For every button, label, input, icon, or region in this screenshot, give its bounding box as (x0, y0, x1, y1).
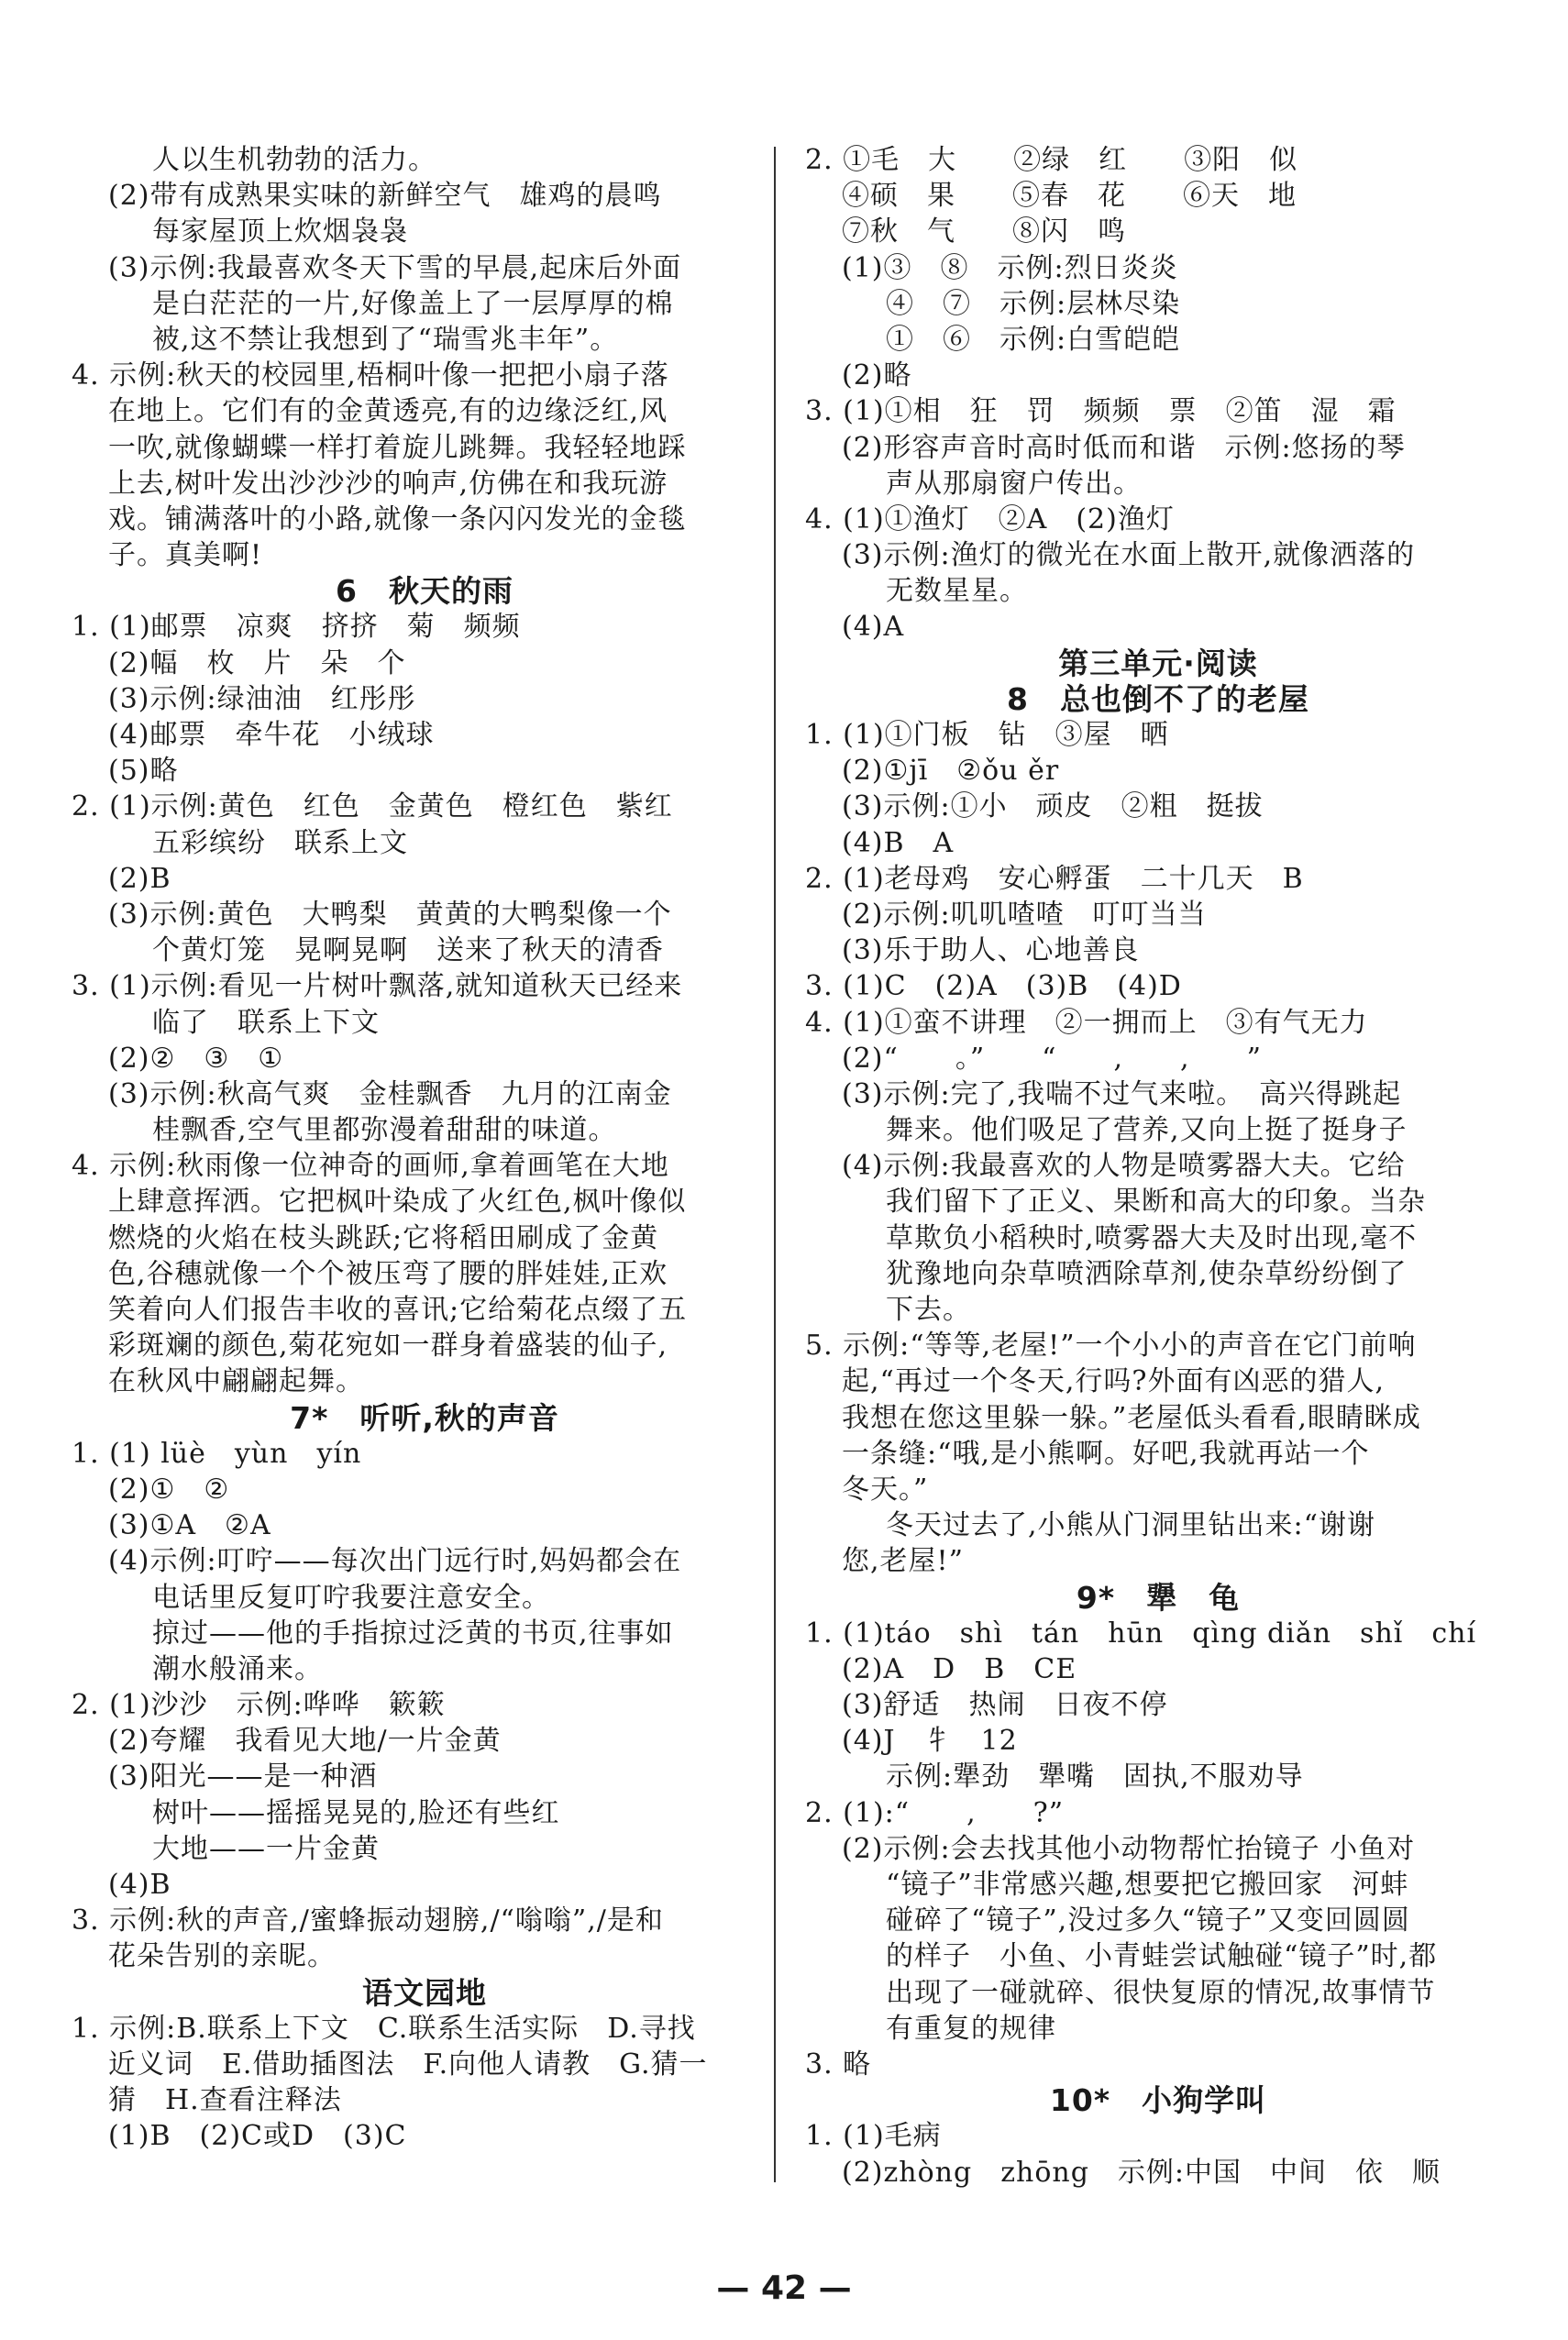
answer-line: (1)③ ⑧ 示例:烈日炎炎 (842, 251, 1178, 284)
answer-line: 电话里反复叮咛我要注意安全。 (152, 1581, 550, 1614)
answer-line: 近义词 E.借助插图法 F.向他人请教 G.猜一 (108, 2048, 708, 2081)
answer-line: 2. ①毛 大 ②绿 红 ③阳 似 (805, 144, 1298, 176)
answer-line: 有重复的规律 (886, 2012, 1056, 2045)
answer-line: 1. 示例:B.联系上下文 C.联系生活实际 D.寻找 (72, 2012, 696, 2045)
answer-line: 人以生机勃勃的活力。 (152, 144, 436, 176)
answer-line: 3. (1)C (2)A (3)B (4)D (805, 970, 1182, 1003)
answer-line: 1. (1) lüè yùn yín (72, 1437, 362, 1470)
answer-line: 潮水般涌来。 (152, 1652, 323, 1685)
answer-line: 3. 略 (805, 2048, 872, 2081)
answer-line: (3)舒适 热闹 日夜不停 (842, 1689, 1168, 1722)
answer-line: 个黄灯笼 晃啊晃啊 送来了秋天的清香 (152, 934, 664, 967)
section-heading: 10* 小狗学叫 (1049, 2082, 1267, 2119)
answer-line: 无数星星。 (886, 575, 1028, 608)
answer-line: (2)② ③ ① (108, 1042, 284, 1075)
answer-line: 4. (1)①蛮不讲理 ②一拥而上 ③有气无力 (805, 1006, 1368, 1039)
column-divider (774, 147, 776, 2182)
answer-line: 1. (1)毛病 (805, 2120, 942, 2153)
answer-line: (3)示例:黄色 大鸭梨 黄黄的大鸭梨像一个 (108, 898, 672, 931)
answer-line: (4)J 牜 12 (842, 1725, 1018, 1758)
answer-line: ⑦秋 气 ⑧闪 鸣 (842, 215, 1126, 248)
answer-line: 一吹,就像蝴蝶一样打着旋儿跳舞。我轻轻地踩 (108, 431, 687, 464)
answer-line: 4. 示例:秋雨像一位神奇的画师,拿着画笔在大地 (72, 1150, 669, 1183)
answer-line: 3. (1)示例:看见一片树叶飘落,就知道秋天已经来 (72, 970, 683, 1003)
answer-line: 大地——一片金黄 (152, 1832, 380, 1865)
answer-line: 冬天。” (842, 1473, 929, 1506)
answer-line: (3)示例:完了,我喘不过气来啦。 高兴得跳起 (842, 1077, 1402, 1110)
answer-line: 五彩缤纷 联系上文 (152, 826, 408, 859)
answer-line: “镜子”非常感兴趣,想要把它搬回家 河蚌 (886, 1869, 1409, 1901)
right-column (805, 142, 1511, 2191)
answer-line: (5)略 (108, 755, 179, 788)
page-number: — 42 — (716, 2269, 852, 2307)
answer-line: 起,“再过一个冬天,行吗?外面有凶恶的猎人, (842, 1365, 1386, 1398)
answer-line: (3)示例:①小 顽皮 ②粗 挺拔 (842, 790, 1264, 823)
answer-line: (3)示例:绿油油 红彤彤 (108, 682, 416, 715)
answer-line: 1. (1)①门板 钻 ③屋 晒 (805, 719, 1169, 751)
answer-line: 子。真美啊! (108, 539, 263, 572)
answer-line: 2. (1)示例:黄色 红色 金黄色 橙红色 紫红 (72, 790, 673, 823)
section-heading: 6 秋天的雨 (336, 573, 513, 610)
answer-line: (1)B (2)C或D (3)C (108, 2120, 407, 2153)
answer-line: 彩斑斓的颜色,菊花宛如一群身着盛装的仙子, (108, 1330, 668, 1363)
answer-line: (2)带有成熟果实味的新鲜空气 雄鸡的晨鸣 (108, 180, 662, 213)
answer-line: (4)A (842, 611, 905, 644)
answer-line: 声从那扇窗户传出。 (886, 467, 1142, 500)
answer-line: 碰碎了“镜子”,没过多久“镜子”又变回圆圆 (886, 1904, 1410, 1937)
answer-line: (2)“ 。” “ , , ” (842, 1042, 1262, 1075)
answer-line: 桂飘香,空气里都弥漫着甜甜的味道。 (152, 1114, 617, 1147)
answer-line: (2)幅 枚 片 朵 个 (108, 646, 406, 679)
answer-line: 1. (1)táo shì tán hūn qìng diǎn shǐ chí (805, 1617, 1477, 1650)
answer-line: (2)示例:会去找其他小动物帮忙抬镜子 小鱼对 (842, 1832, 1416, 1865)
answer-line: 树叶——摇摇晃晃的,脸还有些红 (152, 1796, 560, 1829)
answer-line: 您,老屋!” (842, 1545, 964, 1578)
answer-line: 2. (1)沙沙 示例:哗哗 簌簌 (72, 1689, 446, 1722)
answer-line: 舞来。他们吸足了营养,又向上挺了挺身子 (886, 1114, 1408, 1147)
answer-line: (3)阳光——是一种酒 (108, 1761, 378, 1794)
answer-line: (3)乐于助人、心地善良 (842, 934, 1140, 967)
answer-line: (2)示例:叽叽喳喳 叮叮当当 (842, 898, 1207, 931)
answer-line: 下去。 (886, 1294, 971, 1326)
answer-line: 1. (1)邮票 凉爽 挤挤 菊 频频 (72, 611, 521, 644)
section-heading: 9* 犟 龟 (1076, 1579, 1241, 1616)
answer-line: 临了 联系上下文 (152, 1006, 380, 1039)
answer-line: 被,这不禁让我想到了“瑞雪兆丰年”。 (152, 323, 619, 356)
answer-line: (3)示例:我最喜欢冬天下雪的早晨,起床后外面 (108, 251, 682, 284)
left-column (72, 142, 778, 2155)
answer-line: 4. (1)①渔灯 ②A (2)渔灯 (805, 502, 1175, 535)
answer-line: 在秋风中翩翩起舞。 (108, 1365, 364, 1398)
answer-line: 示例:犟劲 犟嘴 固执,不服劝导 (886, 1761, 1304, 1794)
answer-line: (4)示例:我最喜欢的人物是喷雾器大夫。它给 (842, 1150, 1406, 1183)
answer-line: 出现了一碰就碎、很快复原的情况,故事情节 (886, 1976, 1436, 2009)
section-heading: 第三单元·阅读 (1058, 645, 1258, 681)
answer-line: 花朵告别的亲昵。 (108, 1940, 336, 1973)
answer-line: 是白茫茫的一片,好像盖上了一层厚厚的棉 (152, 287, 674, 320)
answer-line: 燃烧的火焰在枝头跳跃;它将稻田刷成了金黄 (108, 1221, 659, 1254)
section-heading: 7* 听听,秋的声音 (290, 1399, 559, 1436)
answer-line: (3)①A ②A (108, 1509, 271, 1542)
answer-line: (2)zhòng zhōng 示例:中国 中间 依 顺 (842, 2156, 1441, 2189)
answer-line: (2)① ② (108, 1473, 230, 1506)
answer-line: 的样子 小鱼、小青蛙尝试触碰“镜子”时,都 (886, 1940, 1438, 1973)
answer-line: 冬天过去了,小熊从门洞里钻出来:“谢谢 (886, 1509, 1375, 1542)
answer-line: (2)夸耀 我看见大地/一片金黄 (108, 1725, 502, 1758)
answer-line: 猜 H.查看注释法 (108, 2084, 342, 2117)
answer-line: (2)①jī ②ǒu ěr (842, 755, 1060, 788)
answer-line: 笑着向人们报告丰收的喜讯;它给菊花点缀了五 (108, 1294, 688, 1326)
answer-line: (3)示例:渔灯的微光在水面上散开,就像洒落的 (842, 539, 1416, 572)
answer-line: (2)A D B CE (842, 1652, 1077, 1685)
section-heading: 语文园地 (362, 1974, 487, 2011)
answer-line: 每家屋顶上炊烟袅袅 (152, 215, 408, 248)
answer-line: 色,谷穗就像一个个被压弯了腰的胖娃娃,正欢 (108, 1257, 668, 1290)
answer-line: 上肆意挥洒。它把枫叶染成了火红色,枫叶像似 (108, 1186, 687, 1219)
answer-line: 上去,树叶发出沙沙沙的响声,仿佛在和我玩游 (108, 467, 668, 500)
answer-line: (2)略 (842, 359, 912, 392)
answer-line: (4)邮票 牵牛花 小绒球 (108, 719, 435, 751)
answer-line: 2. (1)老母鸡 安心孵蛋 二十几天 B (805, 862, 1304, 895)
answer-line: 2. (1):“ , ?” (805, 1796, 1065, 1829)
answer-line: 犹豫地向杂草喷洒除草剂,使杂草纷纷倒了 (886, 1257, 1408, 1290)
answer-line: ① ⑥ 示例:白雪皑皑 (886, 323, 1181, 356)
answer-line: (4)B A (842, 826, 955, 859)
answer-line: 草欺负小稻秧时,喷雾器大夫及时出现,毫不 (886, 1221, 1418, 1254)
answer-line: 在地上。它们有的金黄透亮,有的边缘泛红,风 (108, 395, 668, 428)
answer-line: 3. (1)①相 狂 罚 频频 票 ②笛 湿 霜 (805, 395, 1397, 428)
answer-line: (2)B (108, 862, 171, 895)
answer-line: ④硕 果 ⑤春 花 ⑥天 地 (842, 180, 1297, 213)
answer-line: 戏。铺满落叶的小路,就像一条闪闪发光的金毯 (108, 502, 687, 535)
answer-line: 一条缝:“哦,是小熊啊。好吧,我就再站一个 (842, 1437, 1370, 1470)
answer-line: (4)示例:叮咛——每次出门远行时,妈妈都会在 (108, 1545, 682, 1578)
answer-line: (2)形容声音时高时低而和谐 示例:悠扬的琴 (842, 431, 1406, 464)
section-heading: 8 总也倒不了的老屋 (1007, 680, 1309, 717)
answer-line: (4)B (108, 1869, 171, 1901)
answer-line: 我想在您这里躲一躲。”老屋低头看看,眼睛眯成 (842, 1401, 1421, 1434)
answer-line: ④ ⑦ 示例:层林尽染 (886, 287, 1181, 320)
answer-line: 5. 示例:“等等,老屋!”一个小小的声音在它门前响 (805, 1330, 1417, 1363)
answer-line: 4. 示例:秋天的校园里,梧桐叶像一把把小扇子落 (72, 359, 669, 392)
answer-line: 我们留下了正义、果断和高大的印象。当杂 (886, 1186, 1426, 1219)
answer-line: 掠过——他的手指掠过泛黄的书页,往事如 (152, 1617, 674, 1650)
answer-line: (3)示例:秋高气爽 金桂飘香 九月的江南金 (108, 1077, 672, 1110)
answer-line: 3. 示例:秋的声音,/蜜蜂振动翅膀,/“嗡嗡”,/是和 (72, 1904, 664, 1937)
